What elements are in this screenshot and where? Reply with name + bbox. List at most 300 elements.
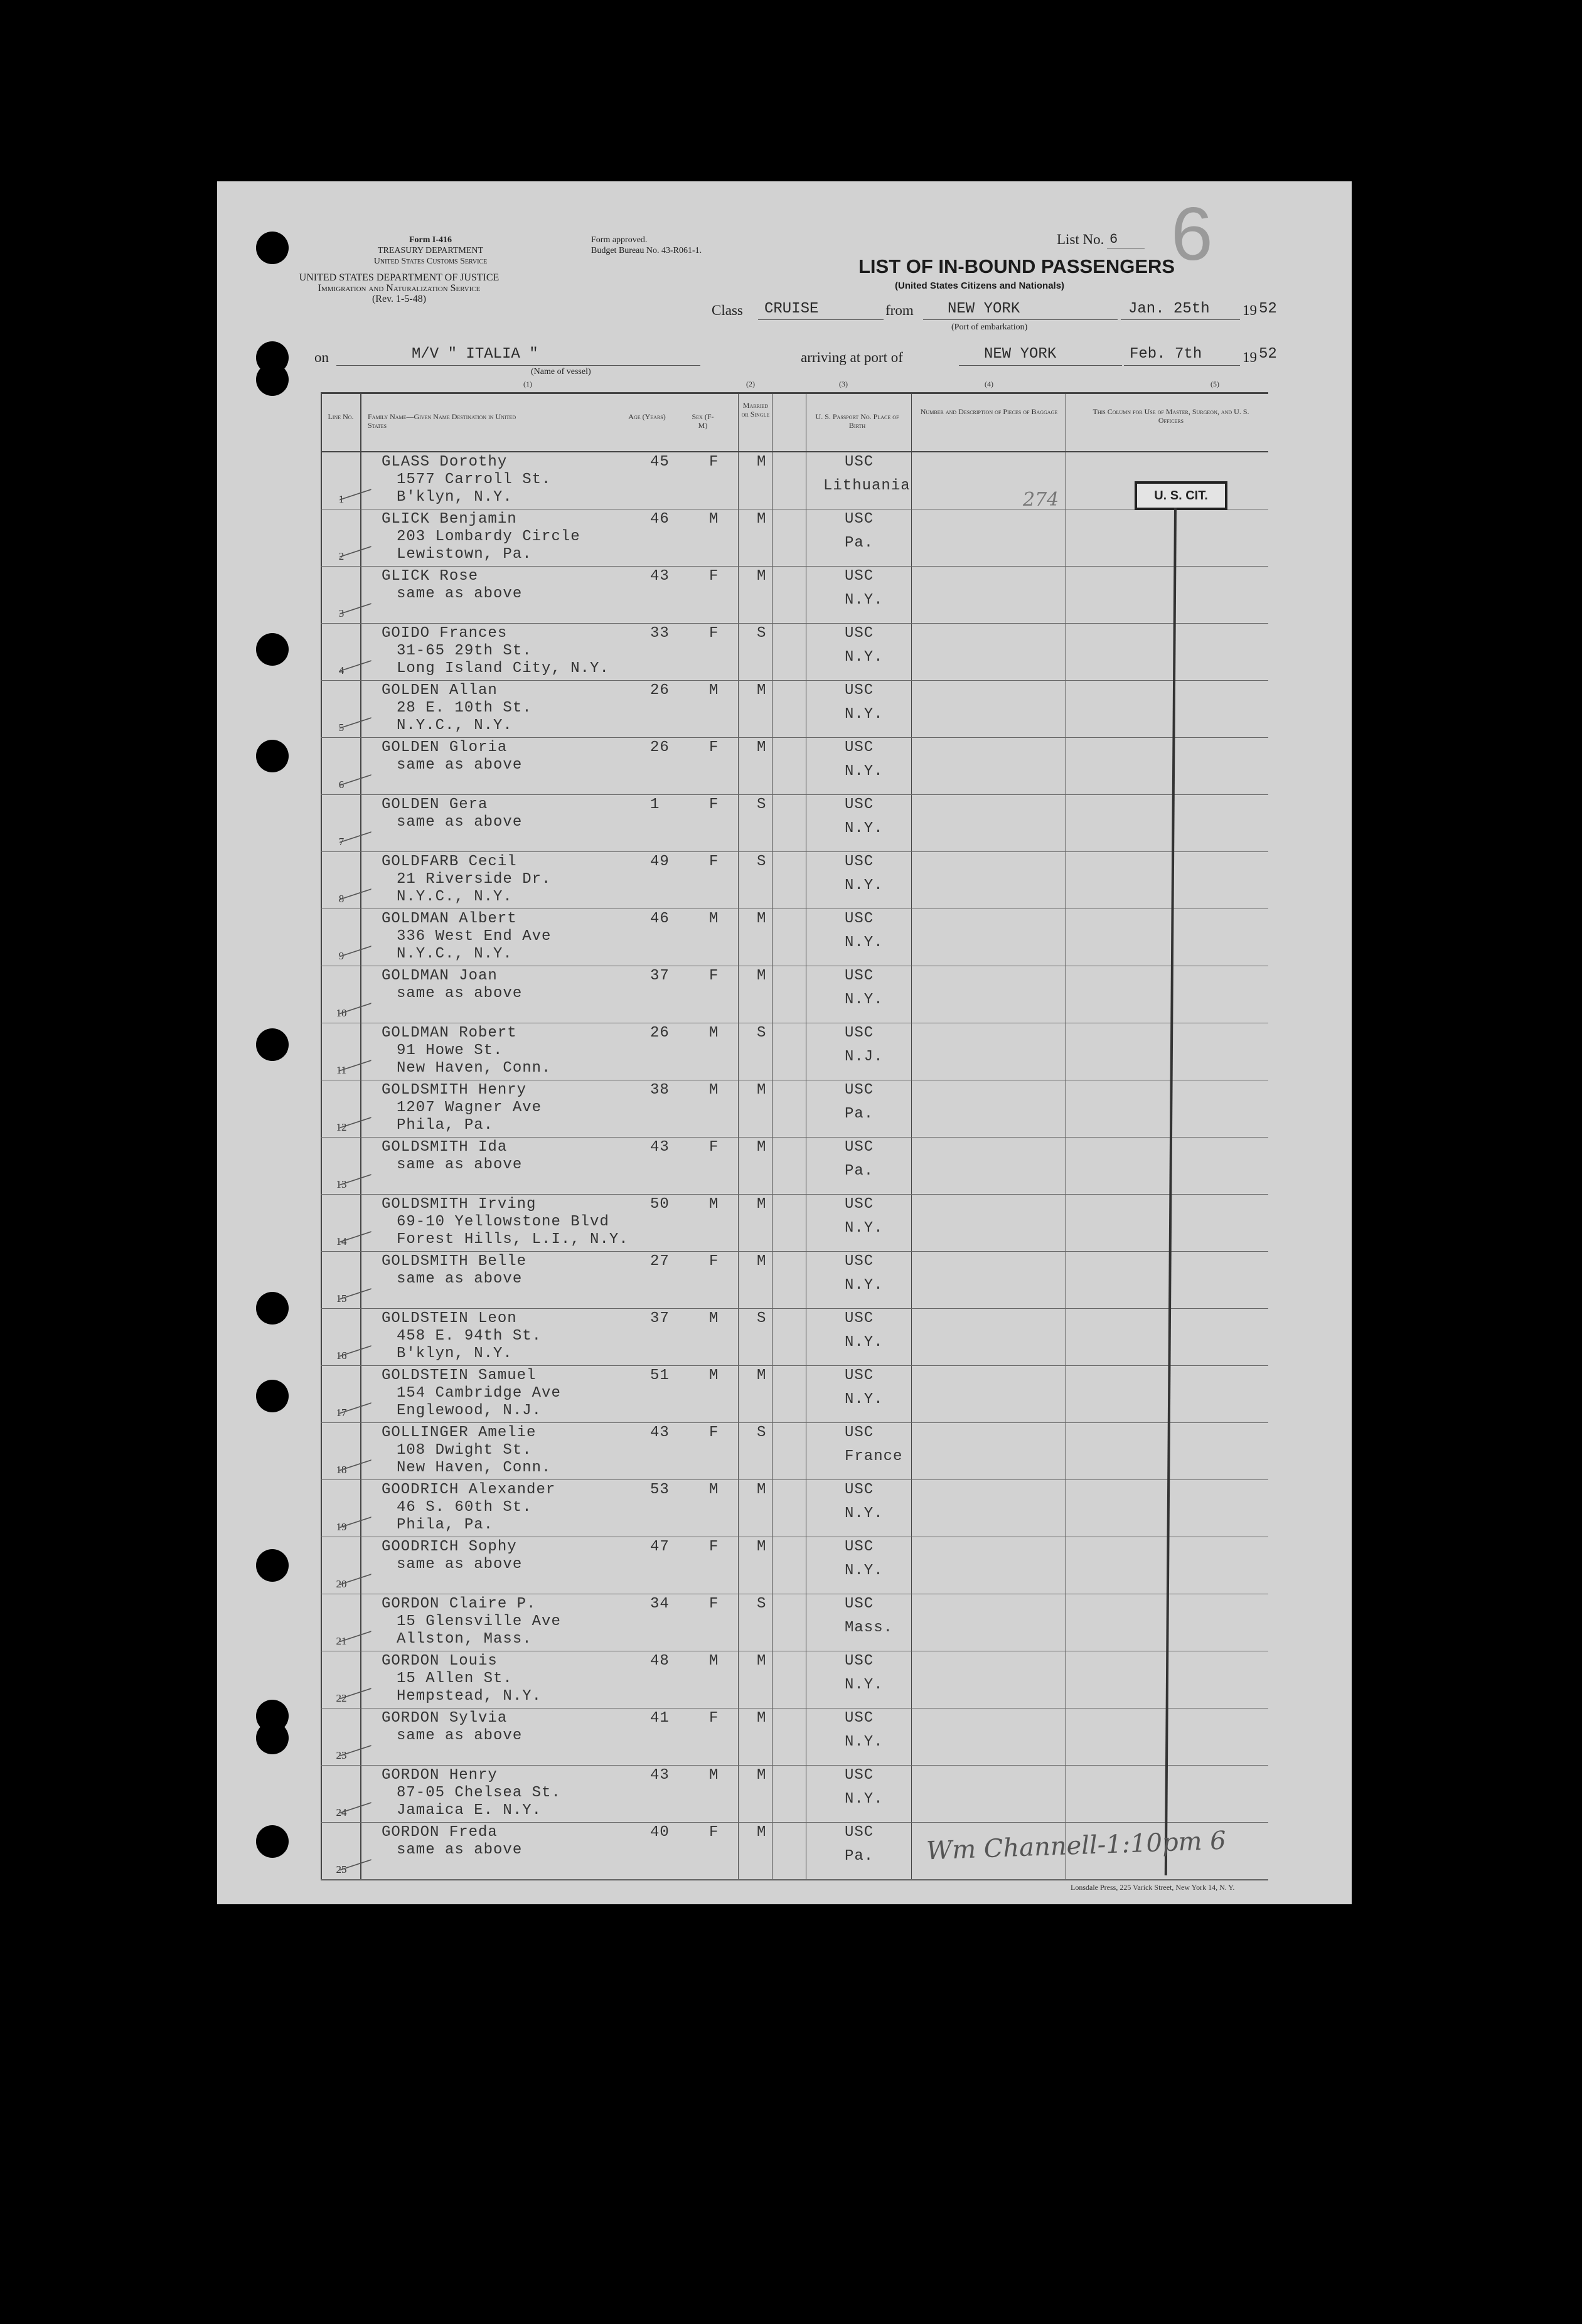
- married-header: Married or Single: [741, 401, 770, 418]
- passenger-name: GOLDEN Allan: [382, 682, 498, 699]
- line-number: 22: [336, 1692, 347, 1704]
- passport-value: USC: [845, 625, 874, 642]
- checkmark-icon: [339, 535, 373, 558]
- age-value: 43: [650, 1139, 670, 1156]
- line-number: 24: [336, 1806, 347, 1818]
- address-line: same as above: [397, 585, 523, 602]
- birthplace-value: France: [845, 1448, 903, 1465]
- from-label: from: [885, 302, 914, 318]
- table-row: [217, 1138, 1352, 1195]
- line-number: 12: [336, 1121, 347, 1133]
- sex-value: F: [709, 1139, 719, 1156]
- age-value: 26: [650, 682, 670, 699]
- address-line: 1577 Carroll St.: [397, 471, 552, 488]
- table-row: [217, 1252, 1352, 1309]
- sex-value: F: [709, 1253, 719, 1270]
- address-line: 87-05 Chelsea St.: [397, 1784, 561, 1801]
- address-line: B'klyn, N.Y.: [397, 489, 513, 506]
- checkmark-icon: [339, 1848, 373, 1871]
- line-number: 23: [336, 1749, 347, 1761]
- checkmark-icon: [339, 1505, 373, 1528]
- passenger-name: GOLDSMITH Irving: [382, 1196, 537, 1213]
- marital-value: S: [757, 853, 767, 870]
- marital-value: S: [757, 796, 767, 813]
- marital-value: M: [757, 1082, 767, 1099]
- address-line: 21 Riverside Dr.: [397, 871, 552, 888]
- checkmark-icon: [339, 477, 373, 501]
- class-value: CRUISE: [764, 301, 819, 317]
- checkmark-icon: [339, 991, 373, 1015]
- checkmark-icon: [339, 649, 373, 672]
- age-value: 43: [650, 1767, 670, 1784]
- table-row: [217, 795, 1352, 852]
- line-number: 15: [336, 1293, 347, 1304]
- address-line: New Haven, Conn.: [397, 1060, 552, 1077]
- passport-value: USC: [845, 1538, 874, 1555]
- sex-value: F: [709, 1824, 719, 1841]
- sex-value: M: [709, 910, 719, 927]
- form-approved: Form approved.: [591, 235, 648, 245]
- passenger-name: GORDON Louis: [382, 1653, 498, 1670]
- agency-block: [336, 235, 525, 267]
- address-line: Lewistown, Pa.: [397, 546, 532, 563]
- passport-value: USC: [845, 967, 874, 984]
- table-row: [217, 1651, 1352, 1708]
- passport-value: USC: [845, 1481, 874, 1498]
- birthplace-value: N.Y.: [845, 1734, 884, 1751]
- table-row: [217, 1708, 1352, 1766]
- age-value: 48: [650, 1653, 670, 1670]
- table-row: [217, 1080, 1352, 1138]
- passenger-name: GLICK Benjamin: [382, 511, 517, 528]
- passenger-name: GLICK Rose: [382, 568, 479, 585]
- passport-value: USC: [845, 1082, 874, 1099]
- marital-value: M: [757, 1824, 767, 1841]
- passenger-name: GOLDSMITH Henry: [382, 1082, 527, 1099]
- age-value: 26: [650, 739, 670, 756]
- passenger-name: GOLDEN Gera: [382, 796, 488, 813]
- sex-value: M: [709, 1767, 719, 1784]
- address-line: 336 West End Ave: [397, 928, 552, 945]
- revision-label: (Rev. 1-5-48): [371, 294, 427, 304]
- marital-value: M: [757, 1653, 767, 1670]
- address-line: same as above: [397, 1727, 523, 1744]
- passenger-name: GOIDO Frances: [382, 625, 508, 642]
- list-number-label: List No.: [1057, 232, 1104, 247]
- age-value: 27: [650, 1253, 670, 1270]
- col-number: (2): [746, 380, 755, 388]
- passenger-name: GOLDSMITH Belle: [382, 1253, 527, 1270]
- line-number: 6: [338, 779, 345, 791]
- address-line: 108 Dwight St.: [397, 1442, 532, 1459]
- passport-value: USC: [845, 1424, 874, 1441]
- passport-value: USC: [845, 1710, 874, 1727]
- passport-value: USC: [845, 1139, 874, 1156]
- address-line: 15 Glensville Ave: [397, 1613, 561, 1630]
- checkmark-icon: [339, 1163, 373, 1186]
- list-number-stamp: 6: [1171, 192, 1213, 276]
- age-value: 46: [650, 910, 670, 927]
- table-row: [217, 1480, 1352, 1537]
- passenger-name: GLASS Dorothy: [382, 454, 508, 471]
- address-line: Long Island City, N.Y.: [397, 660, 609, 677]
- col-number: (3): [839, 380, 848, 388]
- punch-hole: [256, 363, 289, 396]
- table-row: [217, 1023, 1352, 1080]
- marital-value: S: [757, 625, 767, 642]
- table-row: [217, 1423, 1352, 1480]
- birthplace-value: Lithuania: [823, 477, 911, 494]
- line-number: 17: [336, 1407, 347, 1419]
- sex-value: F: [709, 1538, 719, 1555]
- checkmark-icon: [339, 706, 373, 729]
- table-row: [217, 738, 1352, 795]
- passport-header: U. S. Passport No. Place of Birth: [815, 412, 899, 430]
- marital-value: M: [757, 967, 767, 984]
- address-line: Allston, Mass.: [397, 1631, 532, 1648]
- birthplace-value: Pa.: [845, 535, 874, 552]
- arrival-date: Feb. 7th: [1130, 346, 1202, 363]
- checkmark-icon: [339, 1734, 373, 1757]
- birthplace-value: Pa.: [845, 1106, 874, 1122]
- passenger-name: GOODRICH Alexander: [382, 1481, 556, 1498]
- marital-value: S: [757, 1025, 767, 1042]
- list-number-value: 6: [1109, 232, 1118, 247]
- sex-value: F: [709, 739, 719, 756]
- marital-value: M: [757, 454, 767, 471]
- checkmark-icon: [339, 1562, 373, 1586]
- table-row: [217, 681, 1352, 738]
- age-value: 34: [650, 1596, 670, 1612]
- address-line: same as above: [397, 1156, 523, 1173]
- marital-value: M: [757, 1367, 767, 1384]
- arrival-port: NEW YORK: [984, 346, 1057, 363]
- line-number: 11: [336, 1064, 347, 1076]
- sex-value: M: [709, 1196, 719, 1213]
- line-number: 10: [336, 1007, 347, 1019]
- name-header: Family Name—Given Name Destination in United States: [368, 412, 516, 430]
- checkmark-icon: [339, 1106, 373, 1129]
- sex-value: M: [709, 1025, 719, 1042]
- printer-credit: Lonsdale Press, 225 Varick Street, New York 14, N. Y.: [1071, 1883, 1235, 1892]
- year-prefix: 19: [1243, 302, 1257, 318]
- passport-value: USC: [845, 454, 874, 471]
- checkmark-icon: [339, 1277, 373, 1300]
- age-value: 47: [650, 1538, 670, 1555]
- sex-value: F: [709, 568, 719, 585]
- passenger-name: GOLDSTEIN Samuel: [382, 1367, 537, 1384]
- checkmark-icon: [339, 592, 373, 615]
- birthplace-value: N.Y.: [845, 1562, 884, 1579]
- address-line: 458 E. 94th St.: [397, 1328, 542, 1345]
- birthplace-value: N.Y.: [845, 1676, 884, 1693]
- table-row: [217, 624, 1352, 681]
- birthplace-value: N.Y.: [845, 763, 884, 780]
- budget-bureau: Budget Bureau No. 43-R061-1.: [591, 246, 702, 255]
- page-subtitle: (United States Citizens and Nationals): [895, 280, 1065, 291]
- passport-value: USC: [845, 568, 874, 585]
- passport-value: USC: [845, 1596, 874, 1612]
- birthplace-value: N.Y.: [845, 1334, 884, 1351]
- checkmark-icon: [339, 1676, 373, 1700]
- sex-value: F: [709, 1710, 719, 1727]
- line-number: 25: [336, 1863, 347, 1875]
- checkmark-icon: [339, 1448, 373, 1471]
- passenger-name: GORDON Sylvia: [382, 1710, 508, 1727]
- line-number: 7: [338, 836, 345, 848]
- sex-header: Sex (F-M): [692, 412, 714, 430]
- marital-value: M: [757, 682, 767, 699]
- address-line: 28 E. 10th St.: [397, 700, 532, 717]
- address-line: same as above: [397, 1556, 523, 1573]
- age-value: 50: [650, 1196, 670, 1213]
- address-line: 1207 Wagner Ave: [397, 1099, 542, 1116]
- address-line: 69-10 Yellowstone Blvd: [397, 1213, 609, 1230]
- passenger-name: GOLDMAN Robert: [382, 1025, 517, 1042]
- marital-value: S: [757, 1596, 767, 1612]
- passenger-name: GOODRICH Sophy: [382, 1538, 517, 1555]
- address-line: 154 Cambridge Ave: [397, 1385, 561, 1402]
- passenger-name: GOLDSMITH Ida: [382, 1139, 508, 1156]
- sex-value: F: [709, 853, 719, 870]
- col-number: (5): [1211, 380, 1219, 388]
- passport-value: USC: [845, 1196, 874, 1213]
- checkmark-icon: [339, 934, 373, 957]
- officer-signature: Wm Channell-1:10pm 6: [926, 1826, 1227, 1866]
- passport-value: USC: [845, 511, 874, 528]
- address-line: Jamaica E. N.Y.: [397, 1802, 542, 1819]
- table-row: [217, 567, 1352, 624]
- ins-label: Immigration and Naturalization Service: [318, 283, 481, 294]
- birthplace-value: N.Y.: [845, 1791, 884, 1808]
- sex-value: F: [709, 796, 719, 813]
- birthplace-value: N.Y.: [845, 820, 884, 837]
- line-number: 9: [338, 950, 345, 962]
- age-value: 41: [650, 1710, 670, 1727]
- age-value: 46: [650, 511, 670, 528]
- age-value: 37: [650, 1310, 670, 1327]
- baggage-header: Number and Description of Pieces of Baggage: [920, 407, 1058, 416]
- passport-value: USC: [845, 1824, 874, 1841]
- marital-value: M: [757, 1481, 767, 1498]
- birthplace-value: N.Y.: [845, 1505, 884, 1522]
- sex-value: M: [709, 1367, 719, 1384]
- address-line: N.Y.C., N.Y.: [397, 717, 513, 734]
- marital-value: M: [757, 568, 767, 585]
- address-line: 91 Howe St.: [397, 1042, 503, 1059]
- checkmark-icon: [339, 1220, 373, 1243]
- arriving-label: arriving at port of: [801, 349, 903, 365]
- line-number: 20: [336, 1578, 347, 1590]
- customs-label: United States Customs Service: [373, 257, 488, 266]
- address-line: 15 Allen St.: [397, 1670, 513, 1687]
- marital-value: M: [757, 511, 767, 528]
- sex-value: M: [709, 1481, 719, 1498]
- address-line: Englewood, N.J.: [397, 1402, 542, 1419]
- table-row: [217, 852, 1352, 909]
- table-row: [217, 1309, 1352, 1366]
- class-label: Class: [712, 302, 743, 318]
- age-value: 49: [650, 853, 670, 870]
- table-row: [217, 1366, 1352, 1423]
- passenger-name: GORDON Claire P.: [382, 1596, 537, 1612]
- address-line: N.Y.C., N.Y.: [397, 888, 513, 905]
- baggage-mark: 274: [1023, 489, 1059, 511]
- passport-value: USC: [845, 1653, 874, 1670]
- checkmark-icon: [339, 1619, 373, 1643]
- sex-value: M: [709, 682, 719, 699]
- address-line: same as above: [397, 757, 523, 774]
- age-value: 40: [650, 1824, 670, 1841]
- line-number: 4: [338, 664, 345, 676]
- sex-value: M: [709, 1310, 719, 1327]
- checkmark-icon: [339, 1334, 373, 1357]
- birthplace-value: N.Y.: [845, 706, 884, 723]
- age-value: 51: [650, 1367, 670, 1384]
- line-number: 3: [338, 607, 345, 619]
- address-line: 31-65 29th St.: [397, 642, 532, 659]
- passenger-name: GORDON Freda: [382, 1824, 498, 1841]
- birthplace-value: N.Y.: [845, 1220, 884, 1237]
- passport-value: USC: [845, 1367, 874, 1384]
- passport-value: USC: [845, 682, 874, 699]
- passenger-name: GOLDMAN Albert: [382, 910, 517, 927]
- marital-value: M: [757, 1196, 767, 1213]
- line-number: 16: [336, 1350, 347, 1362]
- address-line: same as above: [397, 985, 523, 1002]
- table-row: [217, 1195, 1352, 1252]
- passenger-name: GOLLINGER Amelie: [382, 1424, 537, 1441]
- checkmark-icon: [339, 1791, 373, 1814]
- marital-value: M: [757, 1538, 767, 1555]
- birthplace-value: N.J.: [845, 1048, 884, 1065]
- address-line: same as above: [397, 814, 523, 831]
- address-line: 46 S. 60th St.: [397, 1499, 532, 1516]
- departure-year: 52: [1259, 301, 1277, 317]
- address-line: 203 Lombardy Circle: [397, 528, 580, 545]
- birthplace-value: Pa.: [845, 1848, 874, 1865]
- birthplace-value: N.Y.: [845, 1391, 884, 1408]
- table-row: [217, 509, 1352, 567]
- line-number: 5: [338, 722, 345, 733]
- officers-header: This Column for Use of Master, Surgeon, and U. S. Officers: [1093, 407, 1249, 425]
- punch-hole: [256, 232, 289, 264]
- age-value: 43: [650, 568, 670, 585]
- marital-value: M: [757, 1767, 767, 1784]
- birthplace-value: N.Y.: [845, 649, 884, 666]
- passenger-name: GOLDSTEIN Leon: [382, 1310, 517, 1327]
- line-number: 21: [336, 1635, 347, 1647]
- sex-value: M: [709, 1082, 719, 1099]
- line-number: 8: [338, 893, 345, 905]
- birthplace-value: Pa.: [845, 1163, 874, 1180]
- vessel-caption: (Name of vessel): [531, 367, 591, 376]
- checkmark-icon: [339, 877, 373, 900]
- justice-label: UNITED STATES DEPARTMENT OF JUSTICE: [299, 272, 500, 283]
- line-number: 19: [336, 1521, 347, 1533]
- line-no-header: Line No.: [328, 412, 354, 421]
- checkmark-icon: [339, 820, 373, 843]
- line-number: 18: [336, 1464, 347, 1476]
- line-number: 14: [336, 1235, 347, 1247]
- address-line: New Haven, Conn.: [397, 1459, 552, 1476]
- marital-value: S: [757, 1310, 767, 1327]
- line-number: 13: [336, 1178, 347, 1190]
- sex-value: F: [709, 454, 719, 471]
- col-number: (4): [985, 380, 993, 388]
- address-line: B'klyn, N.Y.: [397, 1345, 513, 1362]
- address-line: Phila, Pa.: [397, 1516, 494, 1533]
- embarkation-caption: (Port of embarkation): [951, 322, 1028, 332]
- passenger-name: GOLDEN Gloria: [382, 739, 508, 756]
- birthplace-value: Mass.: [845, 1619, 894, 1636]
- page-title: LIST OF IN-BOUND PASSENGERS: [858, 255, 1175, 277]
- marital-value: M: [757, 1139, 767, 1156]
- embarkation-port: NEW YORK: [948, 301, 1020, 317]
- passport-value: USC: [845, 1025, 874, 1042]
- passport-value: USC: [845, 796, 874, 813]
- marital-value: M: [757, 1710, 767, 1727]
- address-line: same as above: [397, 1271, 523, 1287]
- checkmark-icon: [339, 763, 373, 786]
- address-line: Hempstead, N.Y.: [397, 1688, 542, 1705]
- departure-date: Jan. 25th: [1128, 301, 1210, 317]
- age-value: 45: [650, 454, 670, 471]
- us-citizen-stamp: U. S. CIT.: [1135, 481, 1227, 510]
- approval-block: [591, 235, 702, 256]
- address-line: same as above: [397, 1842, 523, 1858]
- passenger-name: GOLDMAN Joan: [382, 967, 498, 984]
- address-line: N.Y.C., N.Y.: [397, 946, 513, 962]
- line-number: 1: [338, 493, 345, 505]
- table-row: [217, 1594, 1352, 1651]
- table-row: [217, 909, 1352, 966]
- passport-value: USC: [845, 853, 874, 870]
- birthplace-value: N.Y.: [845, 592, 884, 609]
- age-value: 38: [650, 1082, 670, 1099]
- address-line: Phila, Pa.: [397, 1117, 494, 1134]
- age-value: 26: [650, 1025, 670, 1042]
- on-label: on: [314, 349, 329, 365]
- sex-value: M: [709, 511, 719, 528]
- sex-value: F: [709, 625, 719, 642]
- manifest-sheet: [217, 181, 1352, 1904]
- arrival-year: 52: [1259, 346, 1277, 363]
- passenger-name: GORDON Henry: [382, 1767, 498, 1784]
- marital-value: M: [757, 1253, 767, 1270]
- age-value: 33: [650, 625, 670, 642]
- form-number: Form I-416: [409, 235, 452, 245]
- address-line: Forest Hills, L.I., N.Y.: [397, 1231, 629, 1248]
- birthplace-value: N.Y.: [845, 1277, 884, 1294]
- age-header: Age (Years): [628, 412, 666, 421]
- passport-value: USC: [845, 910, 874, 927]
- marital-value: M: [757, 739, 767, 756]
- vessel-name: M/V " ITALIA ": [412, 346, 538, 363]
- line-number: 2: [338, 550, 345, 562]
- table-row: [217, 1766, 1352, 1823]
- year-prefix: 19: [1243, 349, 1257, 365]
- table-row: [217, 1537, 1352, 1594]
- passport-value: USC: [845, 739, 874, 756]
- col-number: (1): [523, 380, 532, 388]
- justice-block: [292, 272, 506, 304]
- birthplace-value: N.Y.: [845, 991, 884, 1008]
- sex-value: M: [709, 1653, 719, 1670]
- age-value: 1: [650, 796, 660, 813]
- sex-value: F: [709, 1424, 719, 1441]
- sex-value: F: [709, 1596, 719, 1612]
